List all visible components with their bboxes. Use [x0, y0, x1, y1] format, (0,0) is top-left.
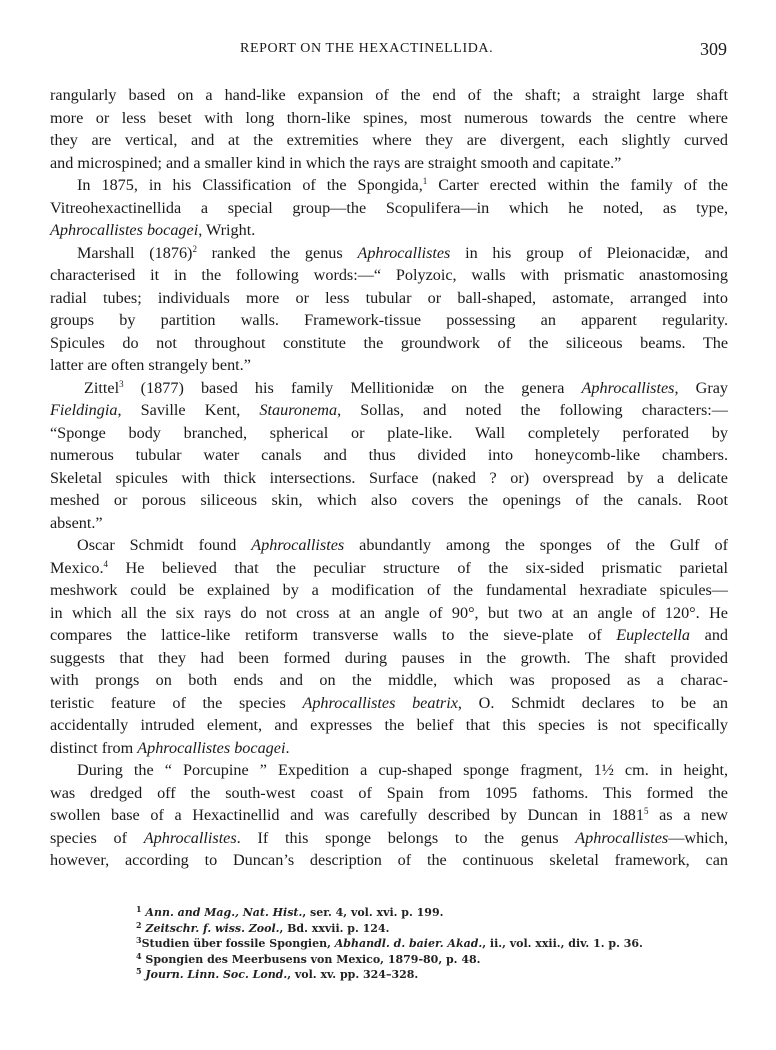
footnote-ref: 1: [422, 176, 428, 186]
text-line: species of Aphrocallistes. If this sponge belongs to the genus Aphrocallistes—which,: [50, 828, 728, 847]
footnote-ref: 3: [119, 378, 124, 389]
text-line: Aphrocallistes bocagei, Wright.: [50, 221, 256, 239]
text-line: Vitreohexactinellida a special group—the Scopulifera—in which he noted, as type,: [50, 198, 728, 217]
text-line: compares the lattice-like retiform transverse walls to the sieve-plate of Euplectella and: [50, 626, 729, 644]
text-line: however, according to Duncan’s description of the continuous skeletal framework, can: [50, 851, 728, 869]
footnote: $^4$ Spongien des Meerbusens von Mexico, 1879-80, p. 48.: [136, 950, 481, 966]
page-number: 309: [700, 39, 727, 59]
text-line: Mexico.$^4$ He believed that the peculiar structure of the six-sided prismatic parietal: [50, 558, 728, 577]
text-line: Zittel$^3$ (1877) based his family Mellitionidæ on the genera Aphrocallistes, Gray: [84, 378, 728, 397]
footnote: $^2$ Zeitschr. f. wiss. Zool., Bd. xxvii. p. 124.: [136, 919, 390, 935]
text-line: more or less beset with long thorn-like spines, most numerous towards the centre where: [50, 108, 728, 127]
text-line: latter are often strangely bent.”: [50, 356, 251, 374]
text-line: teristic feature of the species Aphrocallistes beatrix, O. Schmidt declares to be an: [50, 693, 728, 712]
footnote-ref: 2: [192, 243, 197, 254]
text-line: distinct from Aphrocallistes bocagei.: [50, 738, 290, 757]
text-line: meshed or porous siliceous skin, which also covers the openings of the canals. Root: [50, 491, 728, 509]
text-line: was dredged off the south-west coast of Spain from 1095 fathoms. This formed the: [50, 783, 728, 802]
text-line: in which all the six rays do not cross at an angle of 90°, but two at an angle of 120°. He: [50, 603, 728, 622]
text-line: meshwork could be explained by a modification of the fundamental hexradiate spicules—: [50, 581, 728, 599]
footnote: $^1$ Ann. and Mag., Nat. Hist., ser. 4, vol. xvi. p. 199.: [136, 904, 444, 919]
text-line: Fieldingia, Saville Kent, Stauronema, Sollas, and noted the following characters:—: [50, 401, 728, 419]
text-line: Oscar Schmidt found Aphrocallistes abundantly among the sponges of the Gulf of: [77, 536, 728, 554]
text-line: Skeletal spicules with thick intersections. Surface (naked ? or) overspread by a delicate: [50, 468, 728, 487]
text-line: they are vertical, and at the extremities where they are divergent, each slightly curved: [50, 131, 728, 149]
text-line: Spicules do not throughout constitute the groundwork of the siliceous beams. The: [50, 333, 728, 352]
footnote-ref: 5: [644, 806, 649, 816]
text-line: groups by partition walls. Framework-tissue possessing an apparent regularity.: [50, 311, 728, 329]
text-line: During the “ Porcupine ” Expedition a cup-shaped sponge fragment, 1½ cm. in height,: [77, 761, 728, 779]
footnote-ref: 4: [103, 558, 108, 569]
text-line: swollen base of a Hexactinellid and was carefully described by Duncan in 1881$^5$ as a new: [50, 806, 728, 824]
footnote: $^3$Studien über fossile Spongien, Abhandl. d. baier. Akad., ii., vol. xxii., div. 1. p. 36.: [136, 935, 643, 951]
text-line: with prongs on both ends and on the middle, which was proposed as a charac-: [50, 671, 728, 689]
page-header: [0, 41, 776, 63]
text-line: absent.”: [50, 513, 103, 532]
text-line: “Sponge body branched, spherical or plate-like. Wall completely perforated by: [50, 423, 728, 442]
text-line: characterised it in the following words:—“ Polyzoic, walls with prismatic anastomosing: [50, 266, 728, 284]
footnote: $^5$ Journ. Linn. Soc. Lond., vol. xv. pp. 324–328.: [136, 966, 419, 982]
text-line: numerous tubular water canals and thus divided into honeycomb-like chambers.: [50, 446, 728, 464]
body-text: [50, 84, 728, 872]
footnotes: [136, 904, 643, 983]
text-line: rangularly based on a hand-like expansion of the end of the shaft; a straight large shaft: [50, 86, 728, 104]
text-line: In 1875, in his Classification of the Spongida,$^1$ Carter erected within the family of the: [77, 176, 728, 194]
text-line: and microspined; and a smaller kind in which the rays are straight smooth and capitate.”: [50, 153, 622, 172]
text-line: suggests that they had been formed during pauses in the growth. The shaft provided: [50, 648, 728, 667]
text-line: radial tubes; individuals more or less tubular or ball-shaped, astomate, arranged into: [50, 288, 728, 307]
running-title: REPORT ON THE HEXACTINELLIDA.: [240, 41, 494, 56]
text-line: accidentally intruded element, and expresses the belief that this species is not specifically: [50, 716, 728, 734]
text-line: Marshall $(1876)^2$ ranked the genus Aphrocallistes in his group of Pleionacidæ, and: [77, 243, 729, 262]
